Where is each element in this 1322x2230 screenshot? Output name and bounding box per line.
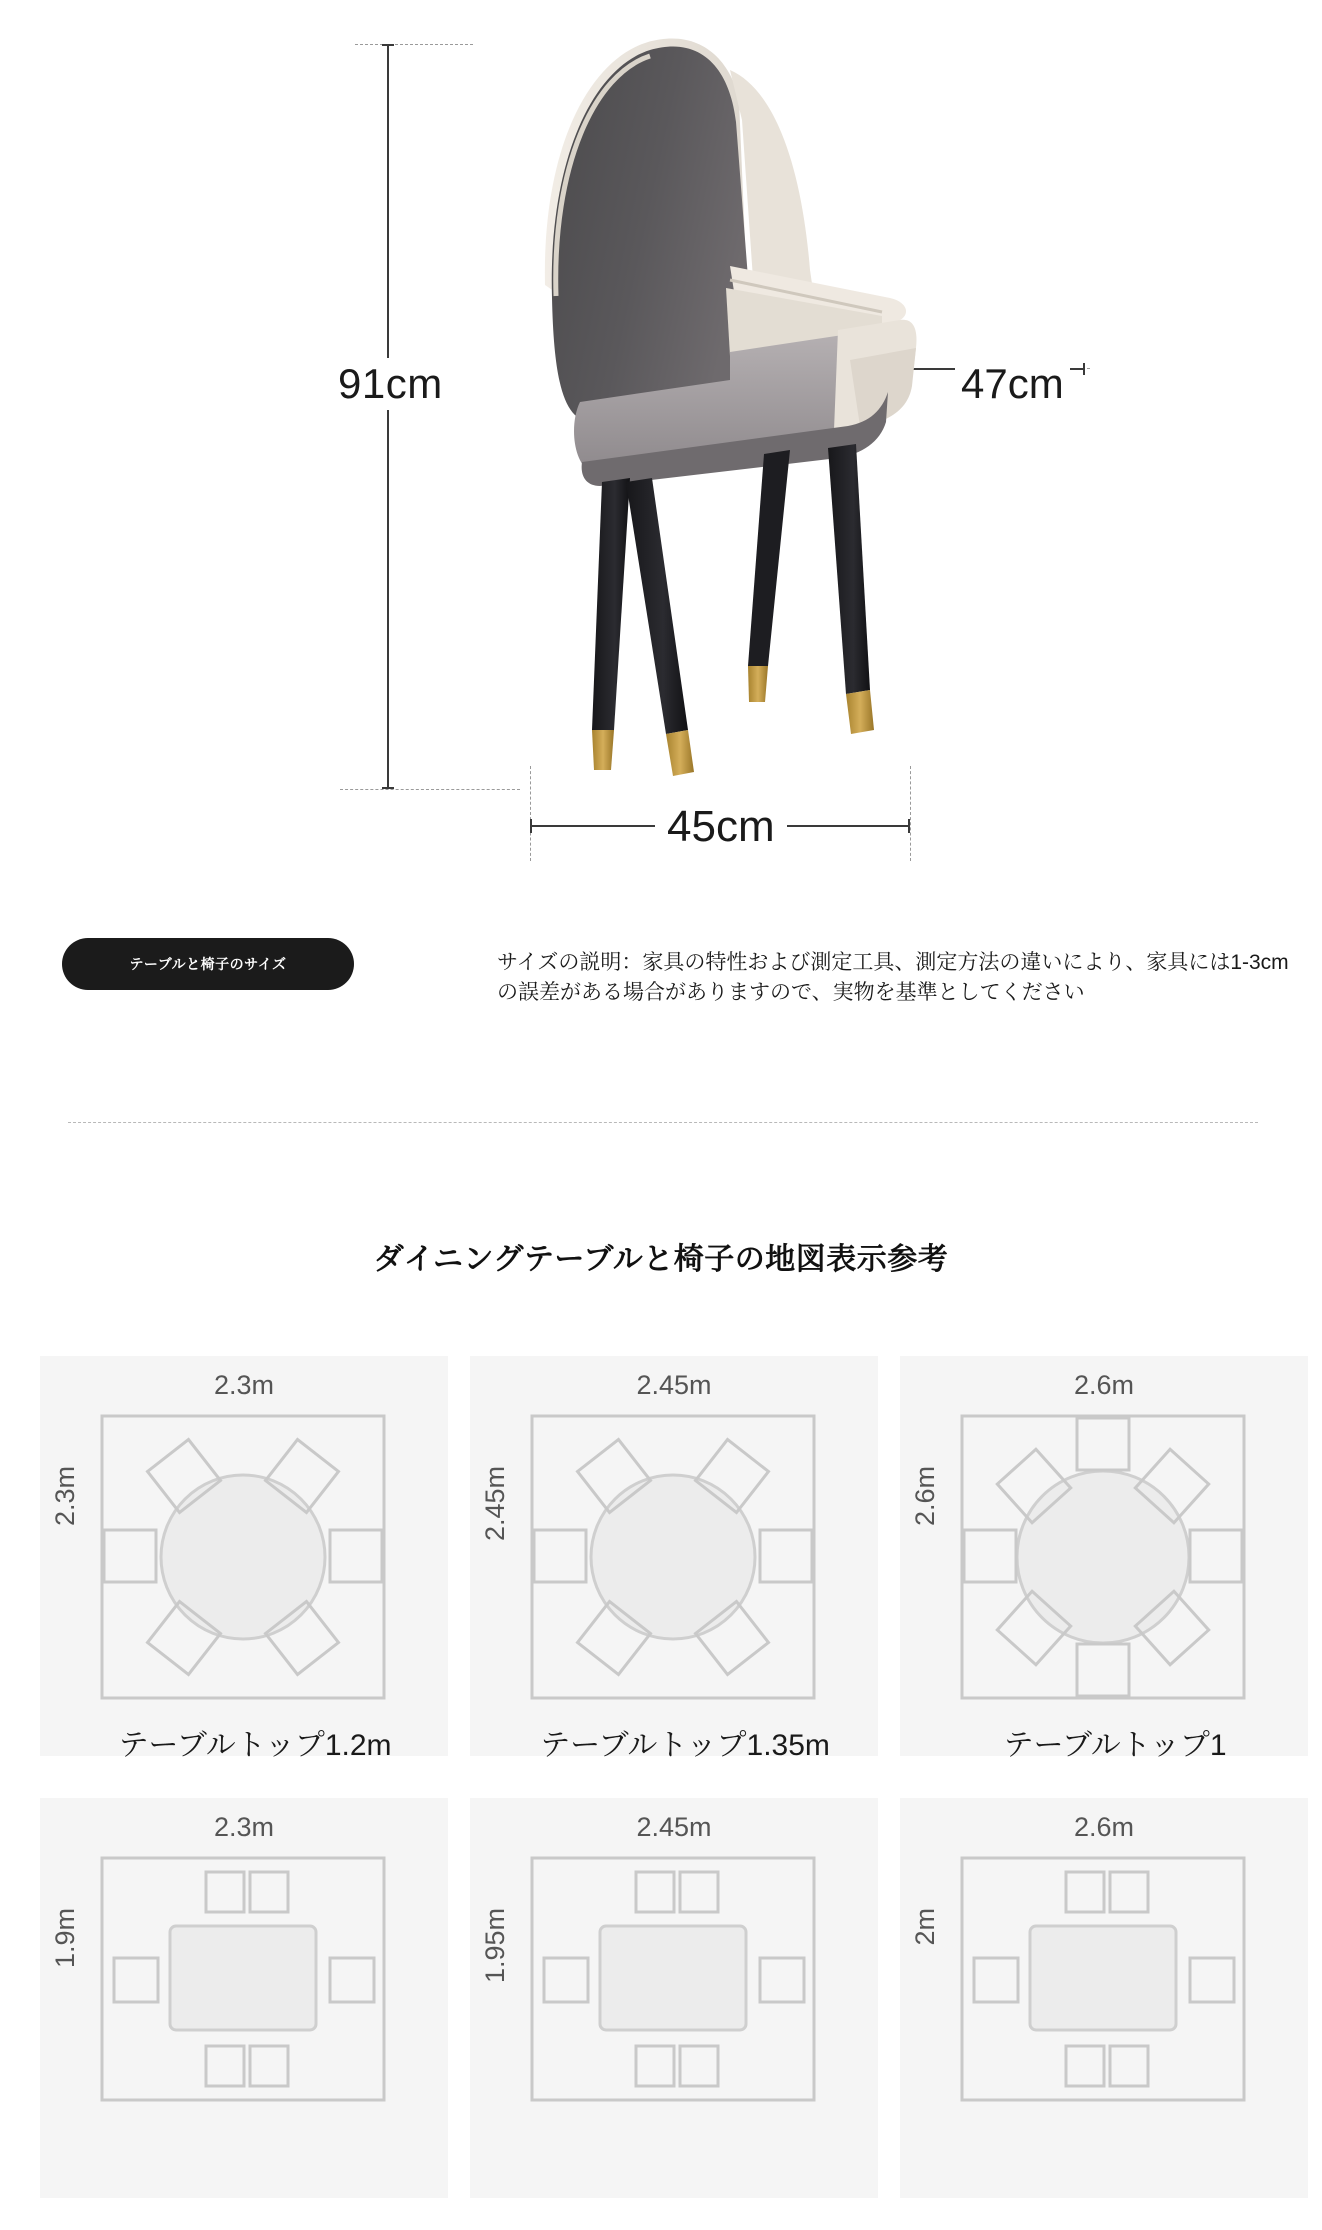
round-table-plan-icon (528, 1412, 818, 1702)
rect-table-plan-icon (98, 1854, 388, 2104)
layout-reference-grid (40, 1356, 1322, 2230)
layout-cell (470, 1798, 878, 2198)
size-badge (62, 938, 354, 990)
cell-top-dimension: 2.45m (636, 1370, 712, 1400)
round-table-plan-icon (98, 1412, 388, 1702)
cell-top-dimension: 2.6m (1073, 1812, 1135, 1842)
section-divider (68, 1122, 1258, 1123)
cell-top-dimension: 2.3m (213, 1370, 275, 1400)
layout-section-title: ダイニングテーブルと椅子の地図表示参考 (373, 1243, 949, 1276)
cell-top-dimension: 2.3m (213, 1812, 275, 1842)
cell-caption: テーブルトップ1 (1003, 1729, 1227, 1762)
layout-cell (40, 1356, 448, 1762)
cell-left-dimension: 2.45m (480, 1466, 510, 1542)
depth-dimension-label: 47cm (955, 358, 1070, 410)
cell-top-dimension: 2.6m (1073, 1370, 1135, 1400)
height-dimension-label: 91cm (330, 358, 451, 410)
round-table-plan-icon (958, 1412, 1248, 1702)
cell-caption: テーブルトップ1.2m (118, 1729, 392, 1762)
rect-table-plan-icon (528, 1854, 818, 2104)
layout-cell (40, 1798, 448, 2198)
layout-cell (900, 1798, 1308, 2198)
size-note: サイズの説明：家具の特性および測定工具、測定方法の違いにより、家具には1-3cmの誤差がある場合がありますので、実物を基準としてください (497, 951, 1289, 1004)
cell-left-dimension: 2.6m (910, 1466, 940, 1527)
layout-cell (900, 1356, 1308, 1762)
chair-dimension-section (0, 0, 1322, 1004)
rect-table-plan-icon (958, 1854, 1248, 2104)
cell-caption: テーブルトップ1.35m (540, 1729, 830, 1762)
chair-diagram-stage (0, 0, 1322, 880)
size-badge-label: テーブルと椅子のサイズ (129, 956, 287, 972)
cell-left-dimension: 1.9m (50, 1908, 80, 1969)
height-dimension-line (387, 44, 389, 789)
chair-illustration (430, 30, 950, 820)
layout-cell (470, 1356, 878, 1762)
cell-top-dimension: 2.45m (636, 1812, 712, 1842)
cell-left-dimension: 2.3m (50, 1466, 80, 1527)
cell-left-dimension: 2m (910, 1908, 940, 1946)
width-dimension-label: 45cm (655, 802, 787, 852)
cell-left-dimension: 1.95m (480, 1908, 510, 1984)
